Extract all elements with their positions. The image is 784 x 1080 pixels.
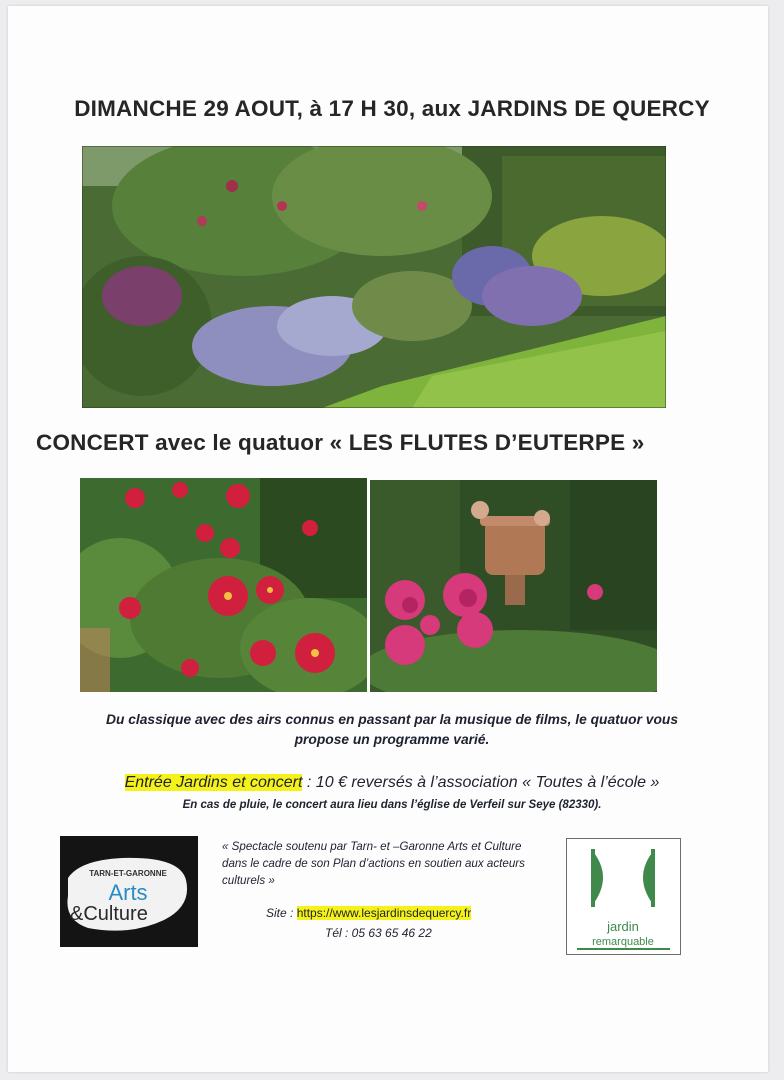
logo-jardin-word: jardin (607, 919, 639, 934)
support-line-3: culturels » (222, 874, 275, 887)
red-dahlias-photo (80, 478, 367, 692)
logo-arts-top: TARN-ET-GARONNE (89, 869, 167, 878)
rain-notice: En cas de pluie, le concert aura lieu dans l’église de Verfeil sur Seye (82330). (182, 799, 602, 811)
support-line-1: « Spectacle soutenu par Tarn- et –Garonne Arts et Culture (222, 840, 522, 853)
entry-text: : 10 € reversés à l’association « Toutes à l’école » (302, 774, 660, 791)
site-label: Site : (266, 906, 297, 920)
jardin-remarquable-logo (566, 838, 681, 955)
roses-and-urn-photo (370, 480, 657, 692)
description-line-2: propose un programme varié. (294, 732, 490, 747)
site-line (266, 906, 471, 920)
support-line-2: dans le cadre de son Plan d’actions en soutien aux acteurs (222, 857, 525, 870)
event-date-title: DIMANCHE 29 AOUT, à 17 H 30, aux JARDINS DE QUERCY (74, 96, 710, 121)
entry-price (0, 774, 784, 792)
program-description (30, 710, 754, 750)
arts-culture-logo (60, 836, 198, 947)
garden-border-photo (82, 146, 666, 408)
entry-highlight: Entrée Jardins et concert (124, 774, 303, 791)
description-line-1: Du classique avec des airs connus en passant par la musique de films, le quatuor vous (106, 712, 678, 727)
logo-culture-word: &Culture (70, 903, 148, 925)
concert-title: CONCERT avec le quatuor « LES FLUTES D’EUTERPE » (36, 430, 645, 455)
site-link[interactable]: https://www.lesjardinsdequercy.fr (296, 906, 472, 920)
support-note (222, 838, 562, 889)
logo-arts-word: Arts (108, 880, 148, 905)
logo-remarquable-word: remarquable (592, 936, 654, 948)
phone-number: Tél : 05 63 65 46 22 (325, 926, 432, 940)
